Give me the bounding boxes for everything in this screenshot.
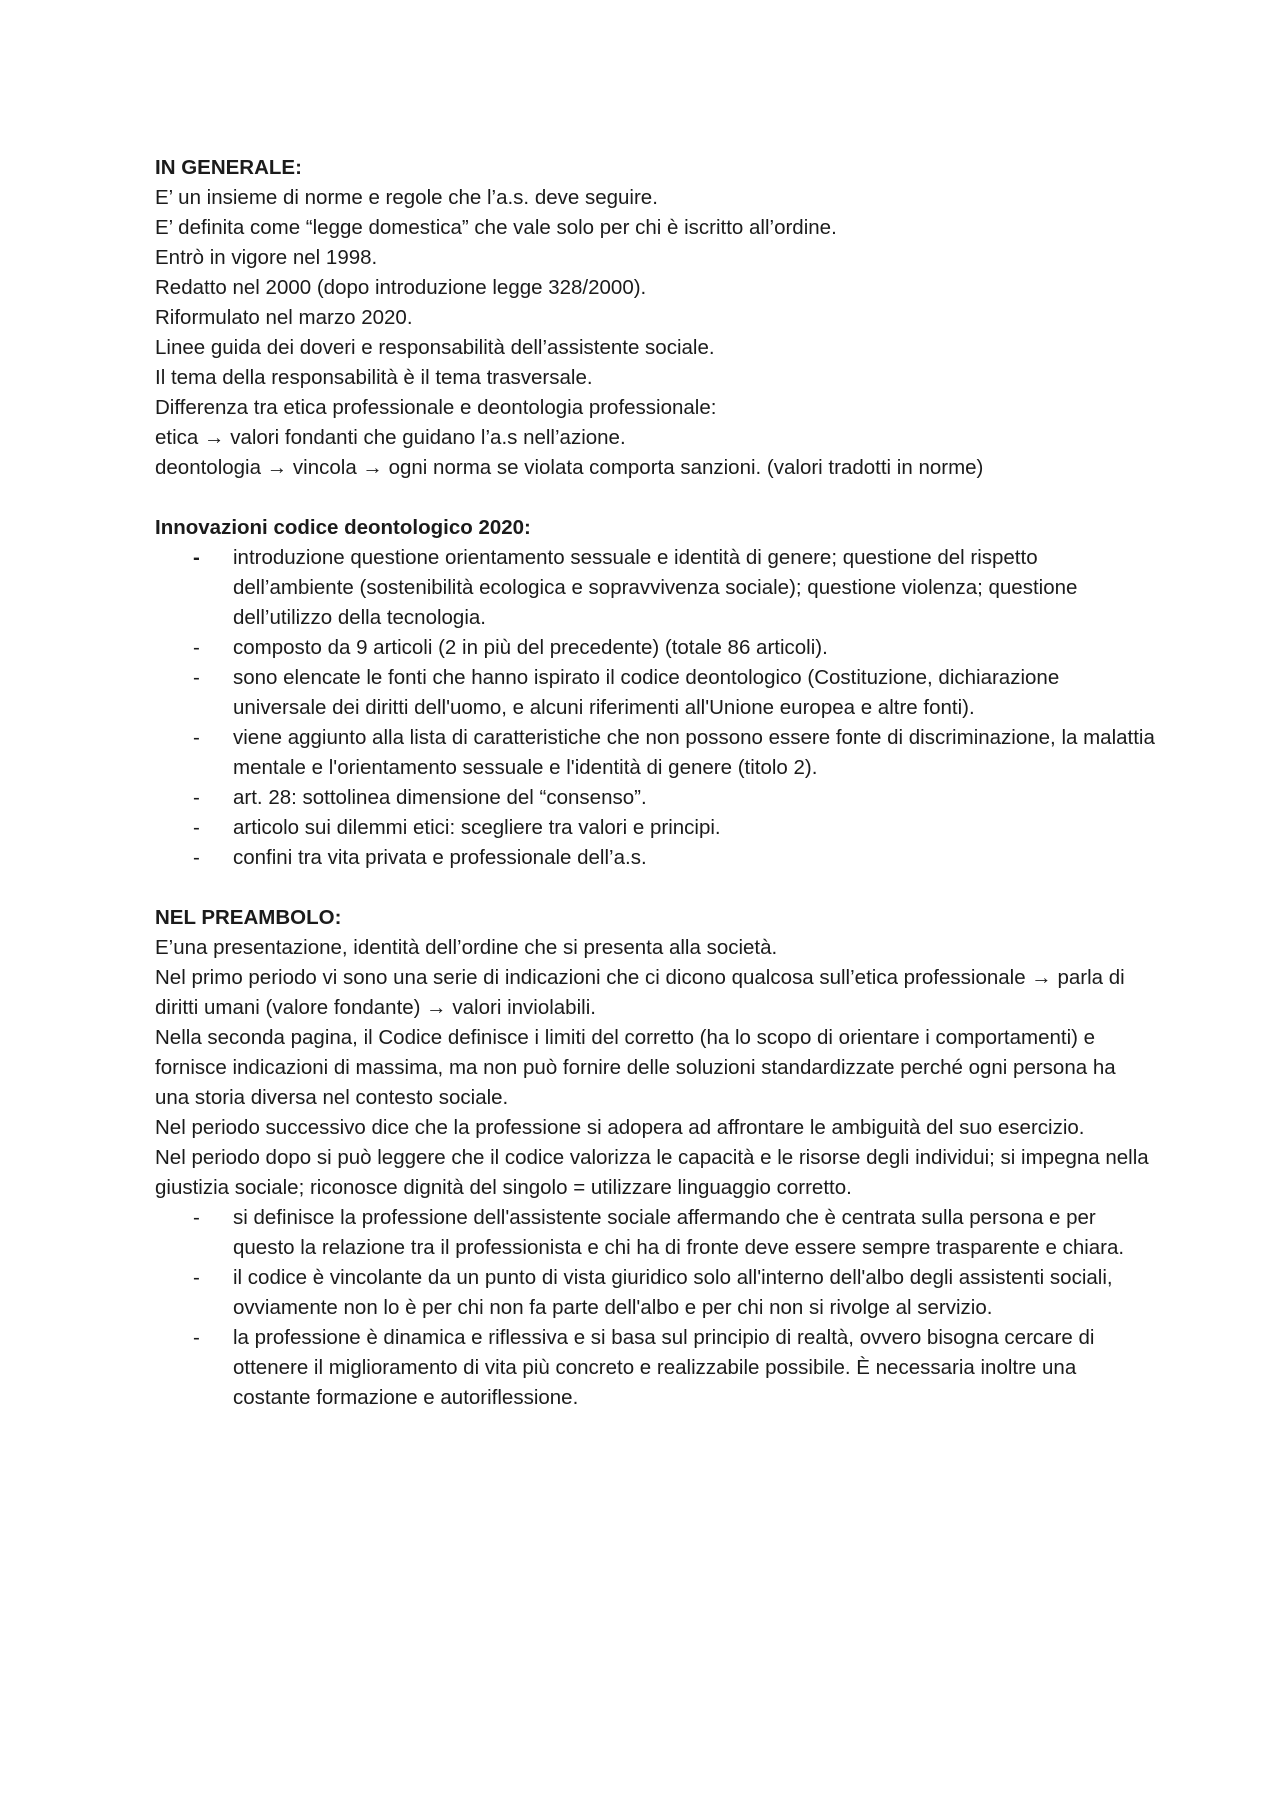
innovations-list bbox=[155, 543, 1155, 873]
preamble-list bbox=[155, 1203, 1155, 1413]
paragraph: Nel periodo dopo si può leggere che il codice valorizza le capacità e le risorse degli individui; si impegna nella giustizia sociale; riconosce dignità del singolo = utilizzare linguaggio corretto. bbox=[155, 1146, 1149, 1199]
list-item-text: viene aggiunto alla lista di caratteristiche che non possono essere fonte di discriminazione, la malattia mentale e l'orientamento sessuale e l'identità di genere (titolo 2). bbox=[233, 726, 1155, 779]
paragraph: Nella seconda pagina, il Codice definisce i limiti del corretto (ha lo scopo di orientare i comportamenti) e fornisce indicazioni di massima, ma non può fornire delle soluzioni standardizzate perché ogni persona ha una storia diversa nel contesto sociale. bbox=[155, 1026, 1116, 1109]
list-item bbox=[155, 723, 1155, 783]
list-item-text: il codice è vincolante da un punto di vista giuridico solo all'interno dell'albo degli assistenti sociali, ovviamente non lo è per chi non fa parte dell'albo e per chi non si rivolge al servizio. bbox=[233, 1266, 1113, 1319]
paragraph: Nel primo periodo vi sono una serie di indicazioni che ci dicono qualcosa sull’etica professionale → parla di diritti umani (valore fondante) → valori inviolabili. bbox=[155, 966, 1125, 1019]
list-item bbox=[155, 1203, 1155, 1263]
list-item bbox=[155, 543, 1155, 633]
list-item bbox=[155, 1323, 1155, 1413]
bullet-dash: - bbox=[193, 1206, 200, 1229]
list-item-text: sono elencate le fonti che hanno ispirato il codice deontologico (Costituzione, dichiarazione universale dei diritti dell'uomo, e alcuni riferimenti all'Unione europea e altre fonti). bbox=[233, 666, 1060, 719]
text-line: Entrò in vigore nel 1998. bbox=[155, 246, 378, 269]
bullet-dash: - bbox=[193, 726, 200, 749]
bullet-dash: - bbox=[193, 546, 200, 569]
section-preamble bbox=[155, 903, 1155, 1413]
list-item-text: art. 28: sottolinea dimensione del “consenso”. bbox=[233, 786, 647, 809]
bullet-dash: - bbox=[193, 636, 200, 659]
list-item bbox=[155, 663, 1155, 723]
list-item-text: si definisce la professione dell'assistente sociale affermando che è centrata sulla persona e per questo la relazione tra il professionista e chi ha di fronte deve essere sempre trasparente e chiara. bbox=[233, 1206, 1125, 1259]
bullet-dash: - bbox=[193, 846, 200, 869]
section-heading-innovations: Innovazioni codice deontologico 2020: bbox=[155, 516, 531, 539]
list-item-text: la professione è dinamica e riflessiva e si basa sul principio di realtà, ovvero bisogna cercare di ottenere il miglioramento di vita più concreto e realizzabile possibile. È necessaria inoltre una costante formazione e autoriflessione. bbox=[233, 1326, 1095, 1409]
list-item bbox=[155, 783, 1155, 813]
list-item bbox=[155, 633, 1155, 663]
paragraph: E’una presentazione, identità dell’ordine che si presenta alla società. bbox=[155, 936, 778, 959]
text-line: E’ definita come “legge domestica” che vale solo per chi è iscritto all’ordine. bbox=[155, 216, 837, 239]
section-heading-general: IN GENERALE: bbox=[155, 156, 302, 179]
text-line: deontologia → vincola → ogni norma se violata comporta sanzioni. (valori tradotti in norme) bbox=[155, 456, 984, 479]
list-item bbox=[155, 813, 1155, 843]
list-item bbox=[155, 843, 1155, 873]
paragraph: Nel periodo successivo dice che la professione si adopera ad affrontare le ambiguità del suo esercizio. bbox=[155, 1116, 1085, 1139]
list-item bbox=[155, 1263, 1155, 1323]
text-line: Il tema della responsabilità è il tema trasversale. bbox=[155, 366, 593, 389]
list-item-text: composto da 9 articoli (2 in più del precedente) (totale 86 articoli). bbox=[233, 636, 828, 659]
bullet-dash: - bbox=[193, 666, 200, 689]
text-line: Linee guida dei doveri e responsabilità dell’assistente sociale. bbox=[155, 336, 715, 359]
bullet-dash: - bbox=[193, 816, 200, 839]
list-item-text: confini tra vita privata e professionale dell’a.s. bbox=[233, 846, 647, 869]
bullet-dash: - bbox=[193, 1326, 200, 1349]
text-line: Redatto nel 2000 (dopo introduzione legge 328/2000). bbox=[155, 276, 647, 299]
list-item-text: articolo sui dilemmi etici: scegliere tra valori e principi. bbox=[233, 816, 721, 839]
text-line: etica → valori fondanti che guidano l’a.s nell’azione. bbox=[155, 426, 626, 449]
document-page bbox=[155, 153, 1155, 1413]
text-line: E’ un insieme di norme e regole che l’a.s. deve seguire. bbox=[155, 186, 658, 209]
bullet-dash: - bbox=[193, 1266, 200, 1289]
section-heading-preamble: NEL PREAMBOLO: bbox=[155, 906, 342, 929]
text-line: Differenza tra etica professionale e deontologia professionale: bbox=[155, 396, 717, 419]
section-innovations bbox=[155, 513, 1155, 873]
list-item-text: introduzione questione orientamento sessuale e identità di genere; questione del rispetto dell’ambiente (sostenibilità ecologica e sopravvivenza sociale); questione violenza; questione dell’utilizzo della tecnologia. bbox=[233, 546, 1078, 629]
bullet-dash: - bbox=[193, 786, 200, 809]
text-line: Riformulato nel marzo 2020. bbox=[155, 306, 413, 329]
section-general bbox=[155, 153, 1155, 483]
